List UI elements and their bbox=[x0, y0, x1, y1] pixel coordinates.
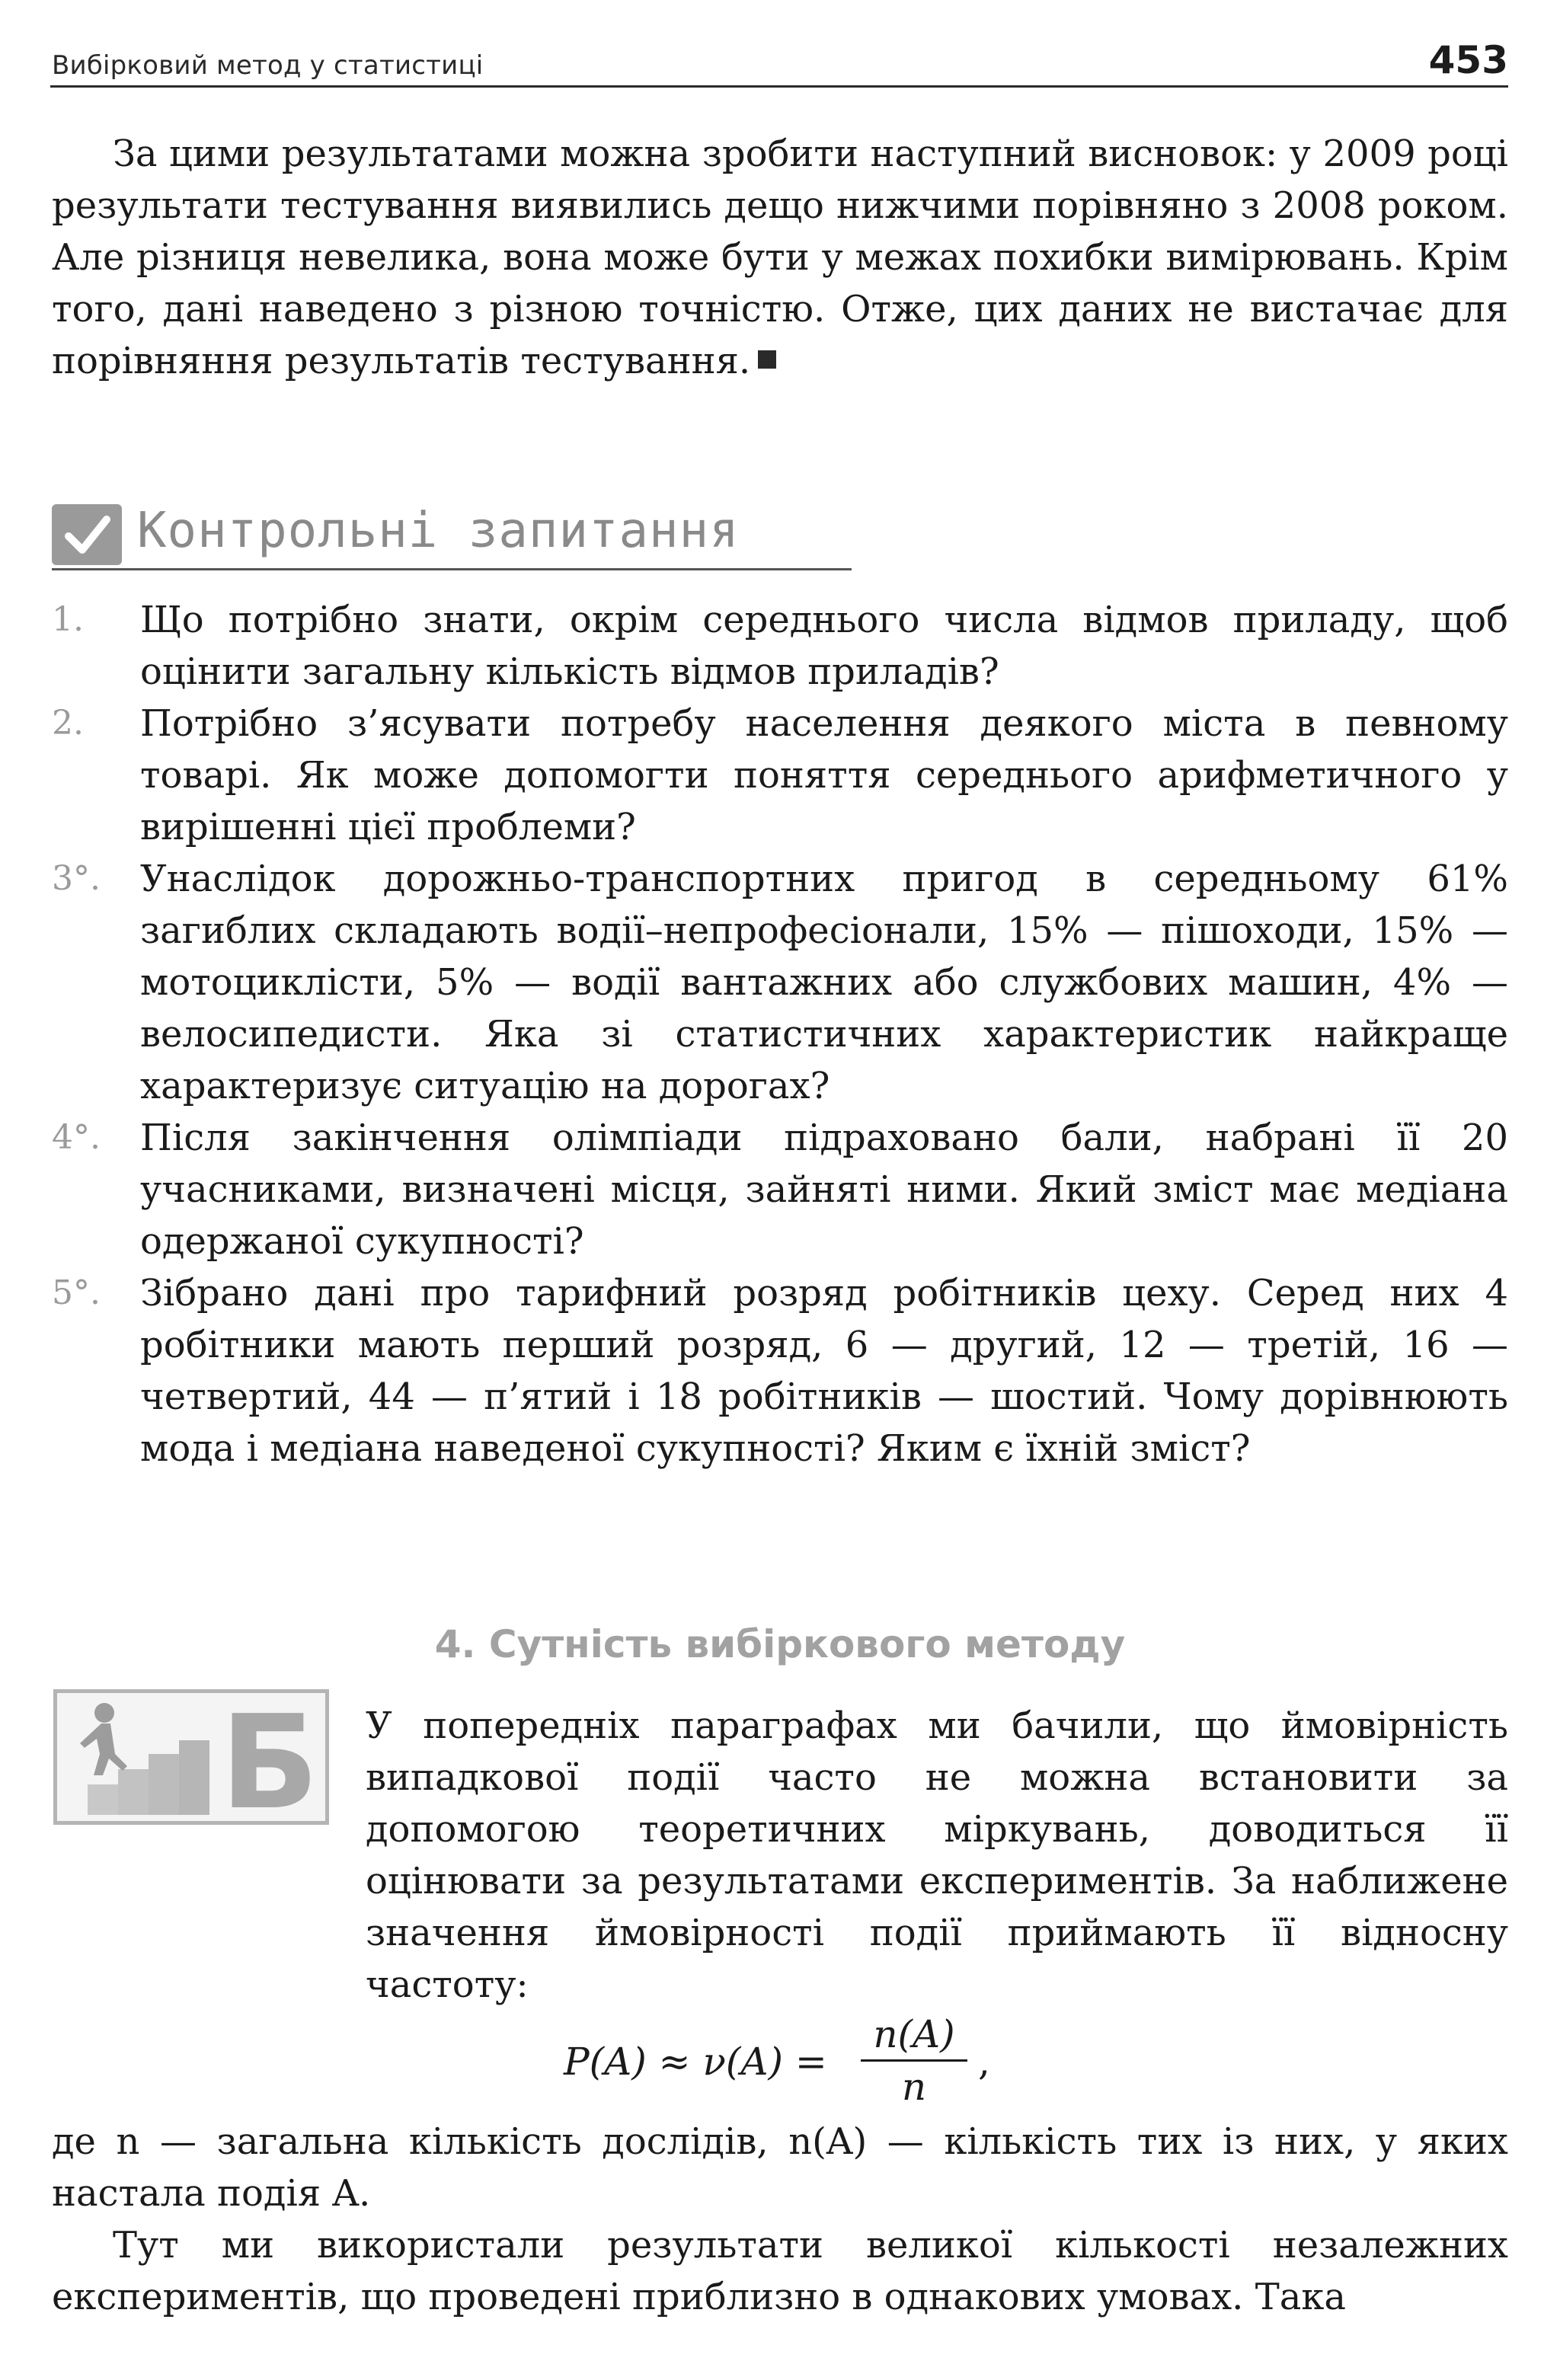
formula-left-side: P(A) ≈ ν(A) = bbox=[564, 2040, 827, 2084]
questions-list bbox=[52, 594, 1508, 1474]
formula-numerator: n(A) bbox=[873, 2012, 955, 2056]
running-header-title: Вибірковий метод у статистиці bbox=[52, 50, 484, 81]
control-questions-heading bbox=[52, 497, 852, 570]
formula-denominator: n bbox=[901, 2065, 927, 2109]
intro-text: За цими результатами можна зробити наступний висновок: у 2009 році результати тестування виявились дещо нижчими порівняно з 2008 роком. Але різниця невелика, вона може бути у межах похибки вимірювань. Крім того, дані наведено з різною точністю. Отже, цих даних не вистачає для порівняння результатів тестування. bbox=[52, 133, 1508, 382]
list-item bbox=[52, 594, 1508, 698]
formula-comma: , bbox=[978, 2040, 990, 2084]
question-text: Що потрібно знати, окрім середнього числа відмов приладу, щоб оцінити загальну кількість відмов приладів? bbox=[140, 599, 1508, 693]
page-number: 453 bbox=[1428, 38, 1508, 82]
section-title: 4. Сутність вибіркового методу bbox=[434, 1622, 1126, 1666]
formula-fraction bbox=[861, 2011, 967, 2110]
list-item bbox=[52, 853, 1508, 1112]
list-item bbox=[52, 698, 1508, 853]
section-paragraph-2: де n — загальна кількість дослідів, n(A) — кількість тих із них, у яких настала подія A. bbox=[52, 2120, 1508, 2215]
question-text: Потрібно з’ясувати потребу населення деякого міста в певному товарі. Як може допомогти поняття середнього арифметичного у вирішенні цієї проблеми? bbox=[140, 702, 1508, 848]
question-text: Унаслідок дорожньо-транспортних пригод в середньому 61% загиблих складають водії–непрофесіонали, 15% — пішоходи, 15% — мотоциклісти, 5% — водії вантажних або службових машин, 4% — велосипедисти. Яка зі статистичних характеристик найкраще характеризує ситуацію на дорогах? bbox=[140, 858, 1508, 1107]
question-number: 3°. bbox=[52, 859, 101, 898]
section-paragraph-3: Тут ми використали результати великої кількості незалежних експериментів, що проведені приблизно в однакових умовах. Така bbox=[52, 2224, 1508, 2318]
list-item bbox=[52, 1267, 1508, 1474]
question-text: Зібрано дані про тарифний розряд робітників цеху. Серед них 4 робітники мають перший розряд, 6 — другий, 12 — третій, 16 — четвертий, 44 — п’ятий і 18 робітників — шостий. Чому дорівнюють мода і медіана наведеної сукупності? Яким є їхній зміст? bbox=[140, 1272, 1508, 1470]
question-number: 4°. bbox=[52, 1118, 101, 1157]
checkmark-icon bbox=[52, 504, 122, 565]
question-number: 2. bbox=[52, 704, 84, 743]
running-header bbox=[50, 37, 1508, 88]
section-paragraph-1: У попередніх параграфах ми бачили, що ймовірність випадкової події часто не можна встановити за допомогою теоретичних міркувань, доводиться її оцінювати за результатами експериментів. За наближене значення ймовірності події приймають її відносну частоту: bbox=[366, 1704, 1508, 2006]
list-item bbox=[52, 1112, 1508, 1267]
basic-level-icon bbox=[53, 1689, 329, 1825]
end-of-example-square-icon bbox=[758, 350, 776, 369]
question-number: 1. bbox=[52, 600, 84, 639]
control-questions-title: Контрольні запитання bbox=[137, 503, 740, 559]
icon-letter: Б bbox=[220, 1693, 319, 1821]
question-text: Після закінчення олімпіади підраховано бали, набрані її 20 учасниками, визначені місця, зайняті ними. Який зміст має медіана одержаної сукупності? bbox=[140, 1117, 1508, 1263]
intro-paragraph bbox=[52, 128, 1508, 387]
heading-underline bbox=[52, 568, 852, 570]
question-number: 5°. bbox=[52, 1273, 101, 1312]
fraction-bar bbox=[861, 2059, 967, 2062]
probability-formula bbox=[0, 2011, 1560, 2110]
